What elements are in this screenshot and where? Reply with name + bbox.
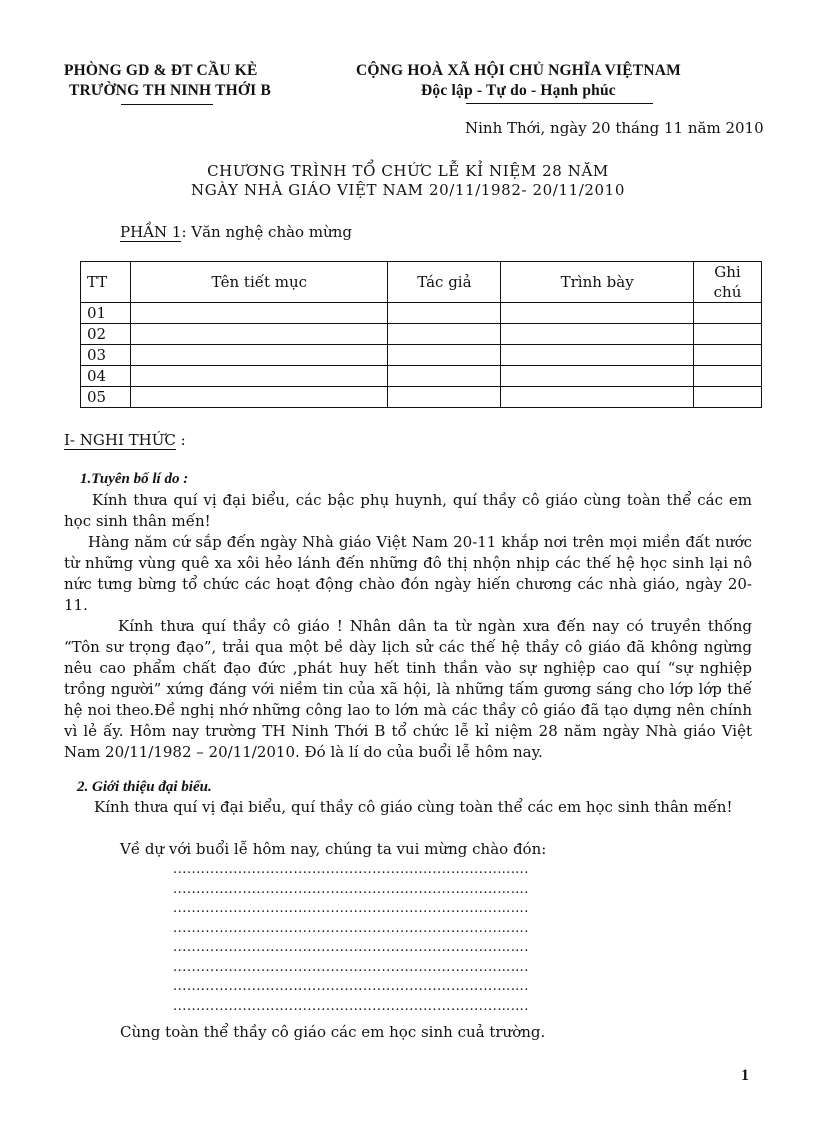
row-number: 03 bbox=[81, 345, 131, 366]
table-row bbox=[81, 345, 762, 366]
col-header-name: Tên tiết mục bbox=[130, 262, 388, 303]
program-title-line2: NGÀY NHÀ GIÁO VIỆT NAM 20/11/1982- 20/11/2010 bbox=[191, 181, 625, 199]
row-number: 01 bbox=[81, 303, 131, 324]
section1-suffix: : bbox=[175, 431, 186, 449]
table-row bbox=[81, 324, 762, 345]
dotted-line: ......................................................................……. bbox=[173, 940, 529, 955]
sub1-paragraph-2: Hàng năm cứ sắp đến ngày Nhà giáo Việt Nam 20-11 khắp nơi trên mọi miền đất nước từ những vùng quê xa xôi hẻo lánh đến những đô thị nhộn nhịp các thế hệ học sinh lại nô nức tưng bừng tổ chức các hoạt động chào đón ngày hiến chương các nhà giáo, ngày 20-11. bbox=[64, 533, 752, 614]
sub2-paragraph-2: Về dự với buổi lễ hôm nay, chúng ta vui mừng chào đón: bbox=[120, 840, 547, 858]
date-line: Ninh Thới, ngày 20 tháng 11 năm 2010 bbox=[465, 119, 764, 137]
sub2-paragraph-3: Cùng toàn thể thầy cô giáo các em học sinh cuả trường. bbox=[120, 1023, 546, 1041]
row-number: 04 bbox=[81, 366, 131, 387]
dotted-line: ......................................................................……. bbox=[173, 921, 529, 936]
motto-underline bbox=[466, 103, 653, 104]
col-header-tt: TT bbox=[81, 262, 131, 303]
row-number: 02 bbox=[81, 324, 131, 345]
sub1-paragraph-1: Kính thưa quí vị đại biểu, các bậc phụ huynh, quí thầy cô giáo cùng toàn thể các em học sinh thân mến! bbox=[64, 491, 752, 530]
school-name: TRƯỜNG TH NINH THỚI B bbox=[69, 82, 272, 99]
sub1-paragraph-3: Kính thưa quí thầy cô giáo ! Nhân dân ta từ ngàn xưa đến nay có truyền thống “Tôn sư trọng đạo”, trải qua một bề dày lịch sử các thế hệ thầy cô giáo đã không ngừng nêu cao phẩm chất đạo đức ,phát huy hết tinh thần vào sự nghiệp cao quí “sự nghiệp trồng người” xứng đáng với niềm tin của xã hội, là những tấm gương sáng cho lớp lớp thế hệ noi theo.Đề nghị nhớ những công lao to lớn mà các thầy cô giáo đã tạo dựng nên chính vì lẻ ấy. Hôm nay trường TH Ninh Thới B tổ chức lễ kỉ niệm 28 năm ngày Nhà giáo Việt Nam 20/11/1982 – 20/11/2010. Đó là lí do của buổi lễ hôm nay. bbox=[64, 617, 752, 761]
part1-text: : Văn nghệ chào mừng bbox=[181, 223, 352, 241]
program-title-line1: CHƯƠNG TRÌNH TỔ CHỨC LỄ KỈ NIỆM 28 NĂM bbox=[207, 162, 609, 180]
table-header-row bbox=[81, 262, 762, 303]
sub2-paragraph-1: Kính thưa quí vị đại biểu, quí thầy cô giáo cùng toàn thể các em học sinh thân mến! bbox=[94, 798, 733, 816]
dotted-line: ......................................................................……. bbox=[173, 979, 529, 994]
dotted-line: ......................................................................……. bbox=[173, 960, 529, 975]
table-row bbox=[81, 387, 762, 408]
col-header-author: Tác giả bbox=[388, 262, 501, 303]
col-header-performer: Trình bày bbox=[501, 262, 694, 303]
part1-heading bbox=[120, 222, 352, 243]
dotted-line: ......................................................................……. bbox=[173, 901, 529, 916]
national-motto: Độc lập - Tự do - Hạnh phúc bbox=[421, 82, 616, 99]
program-table bbox=[80, 261, 762, 408]
table-row bbox=[81, 366, 762, 387]
section1-heading bbox=[64, 430, 186, 451]
dotted-line: ......................................................................……. bbox=[173, 862, 529, 877]
sub1-heading: 1.Tuyên bố lí do : bbox=[80, 471, 189, 487]
table-row bbox=[81, 303, 762, 324]
dotted-line: ......................................................................……. bbox=[173, 999, 529, 1014]
dotted-line: ......................................................................……. bbox=[173, 882, 529, 897]
page-number: 1 bbox=[741, 1067, 749, 1084]
section1-label: I- NGHI THỨC bbox=[64, 431, 176, 449]
row-number: 05 bbox=[81, 387, 131, 408]
national-title: CỘNG HOÀ XÃ HỘI CHỦ NGHĨA VIỆTNAM bbox=[356, 62, 681, 79]
sub2-heading: 2. Giới thiệu đại biểu. bbox=[77, 779, 212, 795]
part1-label: PHẦN 1 bbox=[120, 223, 182, 241]
agency-name: PHÒNG GD & ĐT CẦU KÈ bbox=[64, 62, 258, 79]
school-underline bbox=[121, 104, 213, 105]
col-header-note: Ghi chú bbox=[694, 262, 762, 303]
